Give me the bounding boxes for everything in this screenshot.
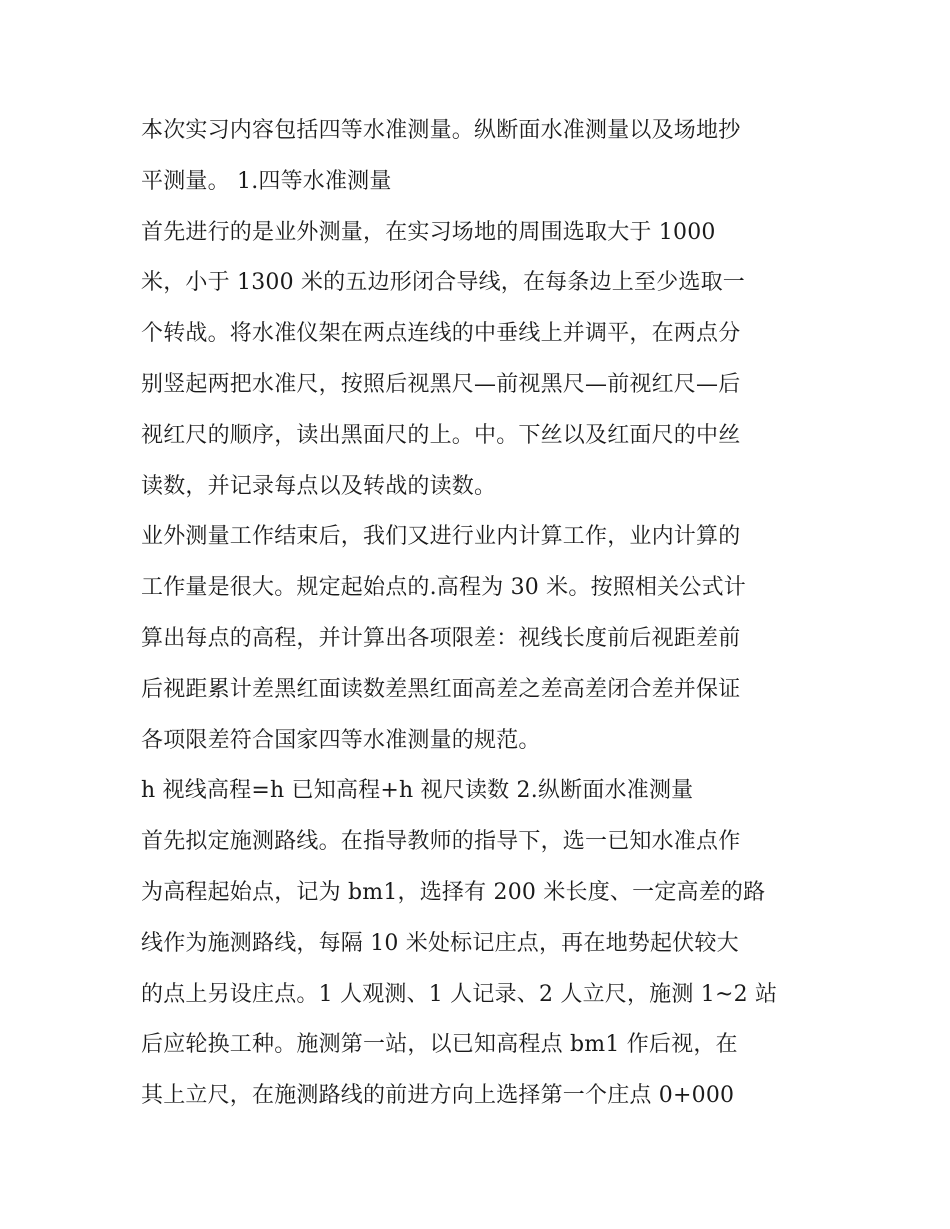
text-line: 业外测量工作结束后，我们又进行业内计算工作，业内计算的 xyxy=(141,524,741,550)
text-line: 为高程起始点，记为 bm1，选择有 200 米长度、一定高差的路 xyxy=(141,879,766,905)
text-line: 的点上另设庄点。1 人观测、1 人记录、2 人立尺，施测 1~2 站 xyxy=(141,981,778,1007)
text-line: 线作为施测路线，每隔 10 米处标记庄点，再在地势起伏较大 xyxy=(141,930,739,956)
text-line: 个转战。将水准仪架在两点连线的中垂线上并调平，在两点分 xyxy=(141,321,741,347)
text-line: 别竖起两把水准尺，按照后视黑尺—前视黑尺—前视红尺—后 xyxy=(141,371,741,397)
text-line: 本次实习内容包括四等水准测量。纵断面水准测量以及场地抄 xyxy=(141,118,741,143)
text-line: 后视距累计差黑红面读数差黑红面高差之差高差闭合差并保证 xyxy=(141,676,741,702)
text-line: 工作量是很大。规定起始点的.高程为 30 米。按照相关公式计 xyxy=(141,575,746,601)
text-line: 米，小于 1300 米的五边形闭合导线，在每条边上至少选取一 xyxy=(141,270,745,296)
text-line: 各项限差符合国家四等水准测量的规范。 xyxy=(141,727,541,753)
text-line: 平测量。 1.四等水准测量 xyxy=(141,168,392,194)
text-line: 视红尺的顺序，读出黑面尺的上。中。下丝以及红面尺的中丝 xyxy=(141,422,741,448)
text-line: 后应轮换工种。施测第一站，以已知高程点 bm1 作后视，在 xyxy=(141,1032,738,1058)
text-line: 首先拟定施测路线。在指导教师的指导下，选一已知水准点作 xyxy=(141,829,741,855)
text-line: 首先进行的是业外测量，在实习场地的周围选取大于 1000 xyxy=(141,219,716,245)
text-line: 读数，并记录每点以及转战的读数。 xyxy=(141,473,497,499)
text-line: h 视线高程=h 已知高程+h 视尺读数 2.纵断面水准测量 xyxy=(141,778,694,804)
text-line: 算出每点的高程，并计算出各项限差：视线长度前后视距差前 xyxy=(141,625,741,651)
body-text xyxy=(141,106,821,1122)
text-line: 其上立尺，在施测路线的前进方向上选择第一个庄点 0+000 xyxy=(141,1083,735,1109)
